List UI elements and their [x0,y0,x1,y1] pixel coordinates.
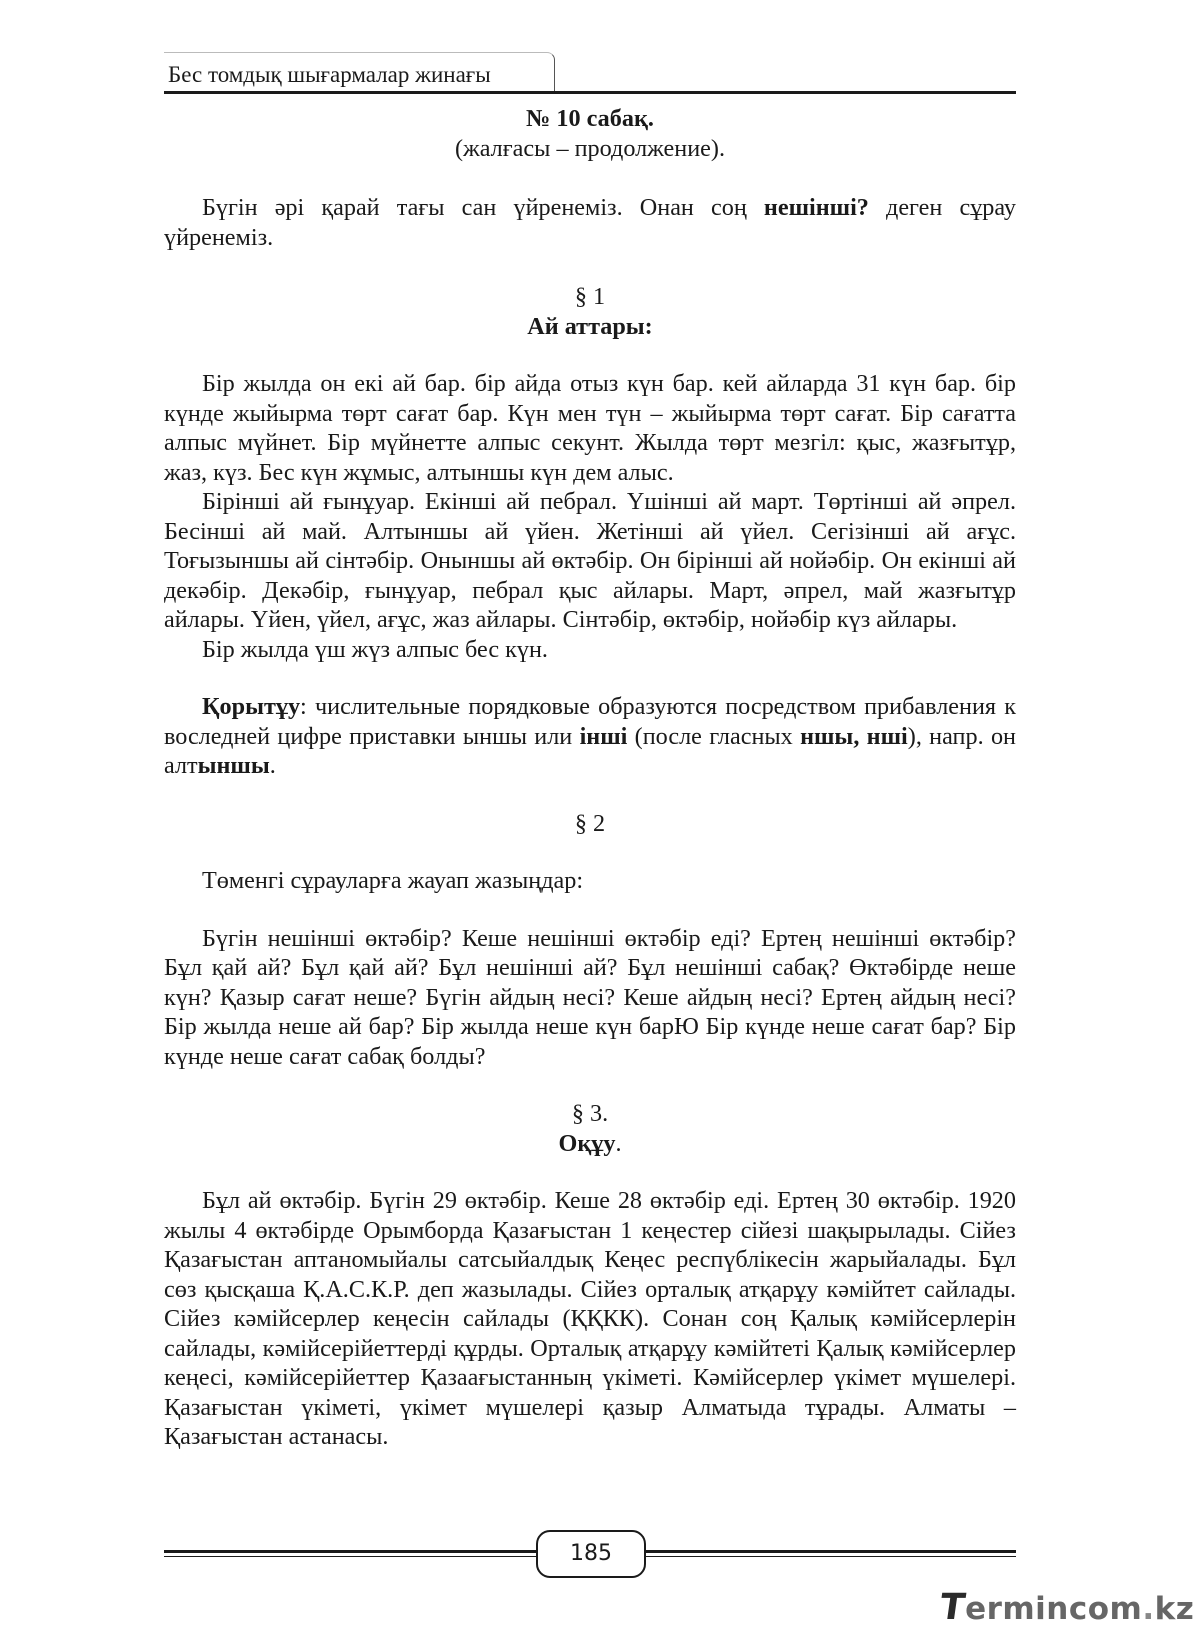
rule-text-1: : числительные порядковые образуются посредством прибавления к воследней цифре приставки ыншы или [164,693,1016,750]
header-rule [164,91,1016,94]
intro-paragraph [164,193,1016,252]
lesson-title: № 10 сабақ. [526,105,654,132]
site-watermark [937,1587,1194,1628]
intro-text-1: Бүгін әрі қарай тағы сан үйренеміз. Онан соң [202,194,764,221]
section-1-mark: § 1 [574,283,606,310]
rule-text-3: ), напр. он алт [164,722,1016,779]
page-number: 185 [536,1530,646,1578]
section-3-title [164,1129,1016,1159]
running-header [164,52,1016,92]
watermark-tld: kz [1154,1591,1194,1627]
months-paragraph-1: Бір жылда он екі ай бар. бір айда отыз күн бар. кей айларда 31 күн бар. бір күнде жыйырма төрт сағат бар. Күн мен түн – жыйырма төрт сағат. Бір сағатта алпыс мүйнет. Бір мүйнетте алпыс секунт. Жылда төрт мезгіл: қыс, жазғытұр, жаз, күз. Бес күн жұмыс, алтыншы күн дем алыс. [164,370,1016,486]
section-1-title: Ай аттары: [527,312,653,340]
reading-paragraph: Бұл ай өктәбір. Бүгін 29 өктәбір. Кеше 28 өктәбір еді. Ертең 30 өктәбір. 1920 жылы 4 өктәбірде Орымборда Қазағыстан 1 кеңестер сійезі шақырылады. Сійез Қазағыстан аптаномыйалы сатсыйалдық Кеңес респүблікесін жарыйалады. Бұл сөз қысқаша Қ.А.С.К.Р. деп жазылады. Сійез орталық атқарұу кәмійтет сайлады. Сійез кәмійсерлер кеңесін сайлады (ҚҚКК). Сонан соң Қалық кәмійсерлерін сайлады, кәмійсерійеттерді құрды. Орталық атқарұу кәмійтеті Қалық кәмійсерлер кеңесі, кәмійсерійеттер Қазаағыстанның үкіметі. Кәмійсерлер үкімет мүшелері. Қазағыстан үкіметі, үкімет мүшелері қазыр Алматыда тұрады. Алматы – Қазағыстан астанасы. [164,1187,1016,1450]
intro-text-2: деген сұрау үйренеміз. [164,194,1016,251]
rule-bold-2: інші [579,722,628,750]
lesson-subtitle: (жалғасы – продолжение). [454,134,726,162]
exercise-questions: Бүгін нешінші өктәбір? Кеше нешінші өктәбір еді? Ертең нешінші өктәбір? Бұл қай ай? Бұл қай ай? Бұл нешінші ай? Бұл нешінші сабақ? Өктәбірде неше күн? Қазыр сағат неше? Бүгін айдың несі? Кеше айдың несі? Ертең айдың несі? Бір жылда неше ай бар? Бір жылда неше күн барЮ Бір күнде неше сағат бар? Бір күнде неше сағат сабақ болды? [164,924,1016,1070]
rule-text-4: . [269,752,276,779]
rule-text-2: (после гласных [627,722,801,750]
watermark-t: T [937,1587,968,1628]
page-body [164,104,1016,1452]
rule-heading: Қорытұу [202,693,301,720]
footer-rule-left [164,1550,540,1557]
book-title: Бес томдық шығармалар жинағы [168,62,491,87]
section-3-mark: § 3. [571,1100,609,1127]
rule-bold-3: ншы, нші [800,722,908,750]
footer-rule-right [640,1550,1016,1557]
watermark-name: ermincom [965,1591,1143,1627]
watermark-dot: . [1142,1591,1155,1627]
grammar-rule [164,692,1016,781]
months-paragraph-2: Бірінші ай ғынұуар. Екінші ай пебрал. Үшінші ай март. Төртінші ай әпрел. Бесінші ай май. Алтыншы ай үйен. Жетінші ай үйел. Сегізінші ай ағұс. Тоғызыншы ай сінтәбір. Оныншы ай өктәбір. Он бірінші ай нойәбір. Он екінші ай декәбір. Декәбір, ғынұуар, пебрал қыс айлары. Март, әпрел, май жазғытұр айлары. Үйен, үйел, ағұс, жаз айлары. Сінтәбір, өктәбір, нойәбір күз айлары. [164,488,1016,633]
page-footer [164,1528,1016,1578]
rule-bold-4: ыншы [197,752,270,779]
exercise-instruction: Төменгі сұрауларға жауап жазыңдар: [202,867,584,894]
section-3-title-tail: . [615,1129,622,1157]
months-paragraph-3: Бір жылда үш жүз алпыс бес күн. [202,635,548,663]
section-3-title-text: Оқұу [558,1129,616,1157]
section-2-mark: § 2 [574,809,606,837]
intro-bold-question: нешінші? [763,194,869,221]
